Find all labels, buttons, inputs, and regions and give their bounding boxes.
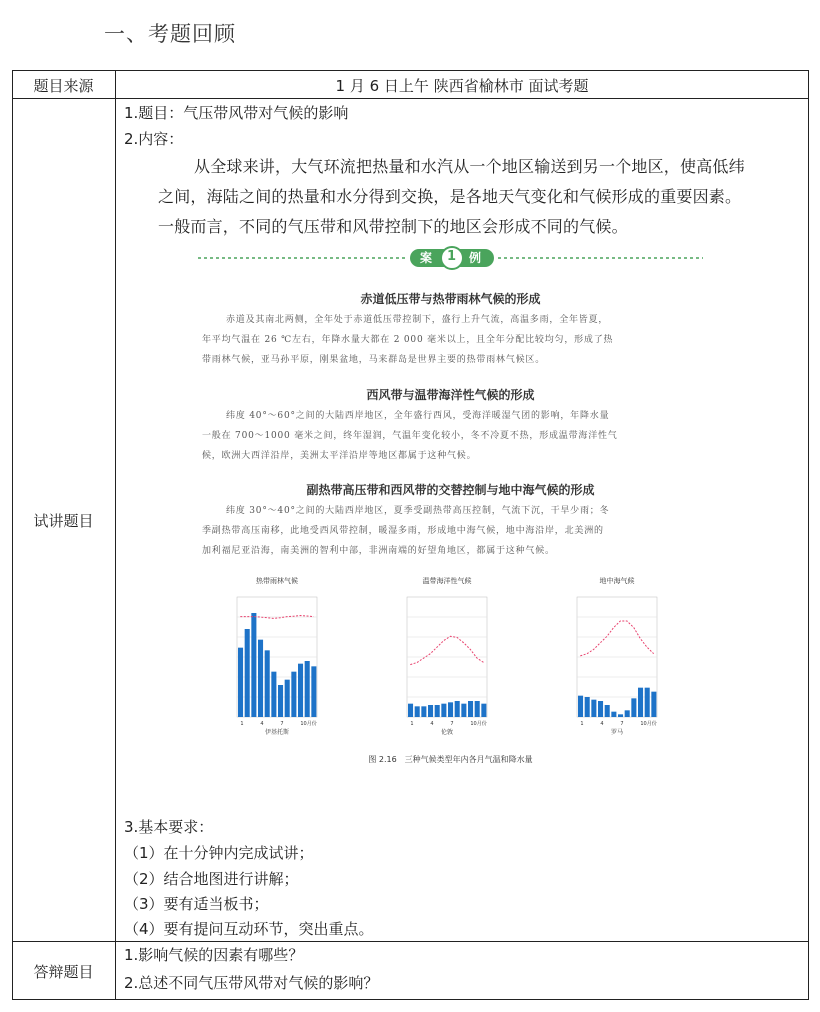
precip-bar bbox=[278, 685, 283, 717]
table-rule bbox=[115, 70, 116, 1000]
section-title: 赤道低压带与热带雨林气候的形成 bbox=[360, 292, 541, 306]
section-line: 带雨林气候，亚马孙平原，刚果盆地，马来群岛是世界主要的热带雨林气候区。 bbox=[202, 355, 546, 365]
case-banner-num: 1 bbox=[447, 249, 457, 264]
section-title: 副热带高压带和西风带的交替控制与地中海气候的形成 bbox=[306, 483, 595, 497]
precip-bar bbox=[415, 706, 420, 717]
precip-bar bbox=[311, 666, 316, 717]
precip-bar bbox=[285, 680, 290, 717]
precip-bar bbox=[291, 672, 296, 717]
table-rule bbox=[12, 941, 809, 942]
temperature-line bbox=[410, 636, 483, 664]
precip-bar bbox=[618, 714, 623, 717]
x-tick-label: 4 bbox=[260, 721, 264, 727]
x-tick-label: 4 bbox=[430, 721, 434, 727]
section-line: 加利福尼亚沿海，南美洲的智利中部，非洲南端的好望角地区，都属于这种气候。 bbox=[202, 546, 555, 556]
section-line: 季副热带高压南移，此地受西风带控制，暖湿多雨，形成地中海气候，地中海沿岸，北美洲的 bbox=[202, 526, 604, 536]
precip-bar bbox=[475, 701, 480, 717]
paragraph-line: 之间，海陆之间的热量和水分得到交换，是各地天气变化和气候形成的重要因素。 bbox=[158, 187, 742, 206]
table-rule bbox=[808, 70, 809, 1000]
requirement-item: （3）要有适当板书； bbox=[124, 895, 269, 913]
precip-bar bbox=[625, 710, 630, 717]
x-tick-label: 4 bbox=[600, 721, 604, 727]
section-line: 候，欧洲大西洋沿岸，美洲太平洋沿岸等地区都属于这种气候。 bbox=[202, 451, 477, 461]
x-tick-label: 7 bbox=[450, 721, 454, 727]
precip-bar bbox=[591, 700, 596, 717]
section-line: 年平均气温在 26 ℃左右，年降水量大都在 2 000 毫米以上，且全年分配比较均匀，形成了热 bbox=[202, 335, 614, 345]
precip-bar bbox=[651, 692, 656, 717]
temperature-line bbox=[580, 621, 653, 656]
precip-bar bbox=[435, 705, 440, 717]
precip-bar bbox=[265, 650, 270, 717]
chart-title: 热带雨林气候 bbox=[256, 577, 298, 585]
paragraph-line: 从全球来讲，大气环流把热量和水汽从一个地区输送到另一个地区，使高低纬 bbox=[194, 157, 745, 176]
defense-question: 1.影响气候的因素有哪些？ bbox=[124, 946, 304, 964]
precip-bar bbox=[238, 648, 243, 717]
table-rule bbox=[12, 70, 809, 71]
precip-bar bbox=[245, 629, 250, 717]
requirement-item: （1）在十分钟内完成试讲； bbox=[124, 844, 314, 862]
precip-bar bbox=[448, 702, 453, 717]
x-tick-label: 1 bbox=[580, 721, 584, 727]
precip-bar bbox=[461, 704, 466, 717]
x-tick-label: 7 bbox=[280, 721, 284, 727]
section-line: 纬度 30°～40°之间的大陆西岸地区，夏季受副热带高压控制，气流下沉，干旱少雨；冬 bbox=[226, 506, 610, 516]
precip-bar bbox=[468, 701, 473, 717]
section-line: 赤道及其南北两侧，全年处于赤道低压带控制下，盛行上升气流，高温多雨，全年皆夏， bbox=[226, 315, 609, 325]
precip-bar bbox=[578, 696, 583, 717]
lecture-label: 试讲题目 bbox=[33, 512, 94, 530]
chart-place-label: 伦敦 bbox=[440, 729, 454, 736]
paragraph-line: 一般而言，不同的气压带和风带控制下的地区会形成不同的气候。 bbox=[158, 217, 628, 236]
climate-charts bbox=[212, 575, 692, 750]
content-item: 2.内容： bbox=[124, 130, 184, 148]
chart-title: 温带海洋性气候 bbox=[422, 577, 472, 585]
page-heading: 一、考题回顾 bbox=[104, 22, 236, 46]
x-tick-label: 7 bbox=[620, 721, 624, 727]
precip-bar bbox=[481, 704, 486, 717]
table-rule bbox=[12, 999, 809, 1000]
exam-table bbox=[12, 70, 809, 1000]
precip-bar bbox=[598, 701, 603, 717]
precip-bar bbox=[298, 664, 303, 717]
topic-item: 1.题目：气压带风带对气候的影响 bbox=[124, 104, 349, 122]
case-banner-right: 例 bbox=[469, 251, 482, 265]
precip-bar bbox=[428, 705, 433, 717]
section-line: 纬度 40°～60°之间的大陆西岸地区，全年盛行西风，受海洋暖湿气团的影响，年降水量 bbox=[226, 411, 610, 421]
precip-bar bbox=[251, 613, 256, 717]
section-line: 一般在 700～1000 毫米之间，终年湿润，气温年变化较小，冬不冷夏不热，形成温带海洋性气 bbox=[202, 431, 618, 441]
x-tick-label: 10月份 bbox=[470, 721, 487, 727]
case-banner-left: 案 bbox=[420, 251, 433, 265]
precip-bar bbox=[258, 640, 263, 717]
chart-place-label: 伊基托斯 bbox=[264, 729, 290, 736]
precip-bar bbox=[421, 706, 426, 717]
precip-bar bbox=[271, 672, 276, 717]
chart-title: 地中海气候 bbox=[599, 577, 635, 585]
table-rule bbox=[12, 70, 13, 1000]
defense-question: 2.总述不同气压带风带对气候的影响？ bbox=[124, 974, 379, 992]
table-rule bbox=[12, 98, 809, 99]
x-tick-label: 10月份 bbox=[300, 721, 317, 727]
x-tick-label: 1 bbox=[410, 721, 414, 727]
precip-bar bbox=[585, 697, 590, 717]
chart-place-label: 罗马 bbox=[610, 729, 624, 736]
requirements-title: 3.基本要求： bbox=[124, 818, 214, 836]
x-tick-label: 10月份 bbox=[640, 721, 657, 727]
precip-bar bbox=[645, 688, 650, 717]
precip-bar bbox=[631, 698, 636, 717]
section-title: 西风带与温带海洋性气候的形成 bbox=[366, 388, 535, 402]
defense-label: 答辩题目 bbox=[33, 963, 94, 981]
precip-bar bbox=[408, 704, 413, 717]
figure-caption: 图 2.16 三种气候类型年内各月气温和降水量 bbox=[368, 755, 533, 764]
source-value: 1 月 6 日上午 陕西省榆林市 面试考题 bbox=[335, 77, 589, 95]
precip-bar bbox=[455, 701, 460, 717]
precip-bar bbox=[305, 661, 310, 717]
precip-bar bbox=[605, 705, 610, 717]
precip-bar bbox=[441, 704, 446, 717]
precip-bar bbox=[611, 712, 616, 717]
precip-bar bbox=[638, 688, 643, 717]
case-banner bbox=[198, 246, 703, 270]
x-tick-label: 1 bbox=[240, 721, 244, 727]
requirement-item: （2）结合地图进行讲解； bbox=[124, 870, 299, 888]
source-label: 题目来源 bbox=[33, 77, 94, 95]
requirement-item: （4）要有提问互动环节，突出重点。 bbox=[124, 920, 374, 938]
